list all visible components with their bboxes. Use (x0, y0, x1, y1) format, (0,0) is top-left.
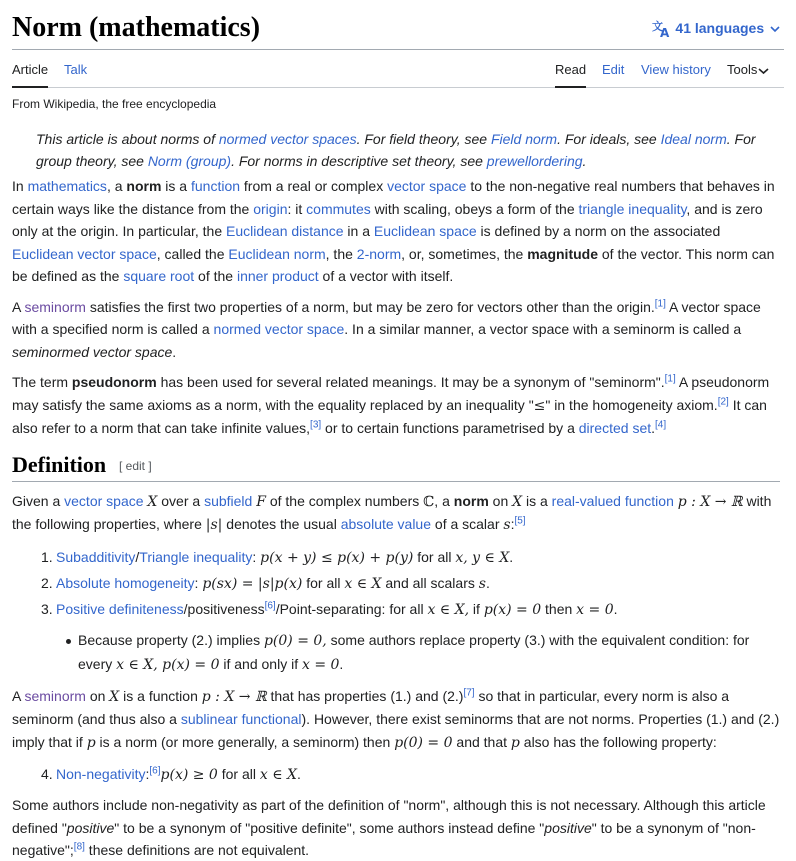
link-vector-space[interactable]: vector space (64, 492, 144, 509)
text: for all (302, 574, 345, 591)
math: p : X → ℝ (677, 493, 743, 510)
item-number: 3. (41, 600, 53, 617)
text: . (651, 420, 656, 436)
text: , and is zero only at the origin. In particular, the (12, 200, 763, 239)
text: Some authors include non-negativity as part of the definition of "norm", although this is not necessary. Although this article defined " (12, 797, 766, 836)
link-seminorm[interactable]: seminorm (24, 298, 86, 315)
link-triangle-inequality[interactable]: triangle inequality (578, 200, 687, 217)
math: X (109, 688, 120, 705)
hatnote-text: . For group theory, see (36, 131, 756, 169)
hatnote (12, 128, 780, 172)
text: , the (325, 245, 357, 262)
text: is defined by a norm on the associated (476, 223, 721, 239)
text: some authors replace property (3.) with the equivalent condition: for every (78, 631, 750, 672)
ref-4[interactable]: [4] (655, 419, 667, 431)
link-normed-vector-space[interactable]: normed vector space (213, 321, 345, 337)
text: . In a similar manner, a vector space with a seminorm is called a (344, 321, 742, 337)
text: of the (194, 268, 237, 284)
text: is a norm (or more generally, a seminorm) then (95, 733, 395, 750)
text: , or, sometimes, the (401, 245, 528, 262)
text: and all scalars (381, 574, 479, 591)
math: ≤ (533, 397, 546, 414)
text: over a (157, 492, 205, 509)
text: so that in particular, every norm is also a seminorm (and thus also a (12, 687, 730, 727)
site-subtitle: From Wikipedia, the free encyclopedia (12, 97, 217, 111)
ref-6[interactable]: [6] (149, 765, 161, 777)
text: then (541, 600, 577, 617)
math: X (147, 493, 158, 510)
hatnote-text: . (582, 153, 587, 169)
text: is a (161, 178, 191, 194)
text: that has properties (1.) and (2.) (266, 687, 464, 704)
text: Given a (12, 492, 65, 509)
math: p (510, 734, 520, 751)
link-commutes[interactable]: commutes (306, 200, 371, 217)
text: satisfies the first two properties of a norm, but may be zero for vectors other than the origin. (85, 298, 655, 315)
text: : it (287, 200, 307, 217)
math: p(0) = 0 (394, 734, 453, 751)
text: : (252, 548, 261, 565)
text: if and only if (219, 655, 302, 672)
text: for all (413, 548, 456, 565)
ref-6[interactable]: [6] (264, 599, 276, 611)
math: s (478, 575, 486, 592)
term-seminormed-vector-space: seminormed vector space (12, 343, 173, 360)
text: . (613, 600, 618, 617)
term-norm: norm (453, 492, 489, 509)
list-item (12, 571, 780, 597)
ref-2[interactable]: [2] (717, 395, 729, 407)
math: F (256, 493, 266, 510)
math: p (86, 734, 96, 751)
text: A (12, 687, 25, 704)
text: denotes the usual (222, 516, 341, 532)
text: . (509, 548, 514, 565)
chevron-down-icon (768, 22, 782, 36)
link-euclidean-vector-space[interactable]: Euclidean vector space (12, 245, 157, 262)
text: in a (343, 223, 374, 239)
non-negativity-paragraph (12, 794, 780, 861)
link-real-valued-function[interactable]: real-valued function (551, 492, 674, 509)
link-positive-definiteness[interactable]: Positive definiteness (56, 600, 184, 617)
hatnote-text: . For norms in descriptive set theory, see (231, 153, 487, 169)
text: ). However, there exist seminorms that are not norms. Properties (1.) and (2.) imply that if (12, 711, 780, 750)
link-absolute-homogeneity[interactable]: Absolute homogeneity (56, 574, 195, 591)
link-sublinear-functional[interactable]: sublinear functional (180, 711, 302, 727)
text: . (172, 343, 177, 360)
link-inner-product[interactable]: inner product (236, 268, 319, 284)
pseudonorm-paragraph (12, 371, 780, 440)
properties-list (12, 545, 780, 623)
tools-menu[interactable] (727, 62, 770, 86)
term-positive: positive (544, 819, 592, 836)
math: |s| (205, 517, 223, 533)
text: : (510, 516, 515, 532)
math: p(x) ≥ 0 (160, 767, 218, 783)
list-item (12, 762, 780, 788)
link-euclidean-distance[interactable]: Euclidean distance (226, 223, 344, 239)
text: . (339, 655, 344, 672)
page-header (12, 0, 784, 50)
math: p(x + y) ≤ p(x) + p(y) (260, 549, 414, 566)
text: In (12, 178, 28, 194)
definition-paragraph (12, 490, 780, 537)
ref-7[interactable]: [7] (463, 686, 475, 698)
hatnote-text: This article is about norms of (36, 131, 219, 147)
hatnote-text: . For field theory, see (356, 131, 491, 147)
text: A (12, 298, 25, 315)
svg-text:A: A (659, 26, 669, 39)
math: p(x) = 0 (483, 601, 542, 618)
text: It can also refer to a norm that can take infinite values, (12, 396, 767, 436)
ref-1[interactable]: [1] (664, 373, 676, 385)
text: A vector space with a specified norm is called a (12, 298, 761, 337)
link-square-root[interactable]: square root (123, 268, 195, 284)
link-prewellordering[interactable]: prewellordering (486, 153, 583, 169)
list-item (12, 545, 780, 571)
math: x ∈ X (344, 575, 382, 592)
page-tabs (12, 50, 784, 88)
text: " to be a synonym of "positive definite", some authors instead define " (114, 819, 545, 836)
intro-paragraph (12, 175, 780, 288)
text: of a vector with itself. (318, 268, 454, 284)
chevron-down-icon (757, 65, 770, 77)
tab-article[interactable]: Article (12, 62, 48, 88)
text: if (469, 600, 484, 617)
item-number: 4. (41, 766, 53, 782)
text: /positiveness (183, 600, 265, 617)
text: of the complex numbers (265, 492, 424, 509)
text: is a (522, 492, 552, 509)
text: : (194, 574, 203, 591)
term-norm: norm (126, 178, 162, 194)
text: , called the (156, 245, 229, 262)
properties-list-continued (12, 762, 780, 788)
link-field-norm[interactable]: Field norm (490, 131, 558, 147)
text: /Point-separating: for all (275, 600, 428, 617)
text: also has the following property: (519, 733, 717, 750)
text: of the vector. This norm can be defined as the (12, 245, 775, 284)
link-vector-space[interactable]: vector space (387, 178, 467, 194)
math: x ∈ X, (427, 601, 470, 618)
ref-8[interactable]: [8] (73, 841, 85, 853)
language-count: 41 languages (675, 20, 765, 36)
text: with the following properties, where (12, 492, 772, 532)
text: of a scalar (431, 516, 504, 532)
math: p : X → ℝ (201, 688, 267, 705)
link-non-negativity[interactable]: Non-negativity (56, 766, 146, 782)
article-body (12, 127, 780, 861)
link-subfield[interactable]: subfield (204, 492, 253, 509)
text: and that (452, 733, 511, 750)
math: ℂ (423, 493, 435, 510)
link-seminorm[interactable]: seminorm (24, 687, 86, 704)
text: , a (434, 492, 454, 509)
text: " in the homogeneity axiom. (545, 396, 718, 413)
link-absolute-value[interactable]: absolute value (340, 516, 432, 532)
link-ideal-norm[interactable]: Ideal norm (660, 131, 727, 147)
language-button[interactable] (652, 20, 782, 38)
text: these definitions are not equivalent. (84, 842, 310, 858)
text: has been used for several related meanings. It may be a synonym of "seminorm". (156, 374, 665, 390)
section-definition (12, 448, 780, 482)
text: : (145, 766, 150, 782)
item-number: 2. (41, 574, 53, 591)
tab-talk[interactable]: Talk (64, 62, 88, 77)
item-number: 1. (41, 548, 53, 565)
tools-label: Tools (727, 62, 758, 77)
hatnote-text: . For ideals, see (557, 131, 661, 147)
seminorm-paragraph (12, 296, 780, 364)
link-origin[interactable]: origin (253, 200, 288, 217)
tab-read[interactable]: Read (555, 62, 586, 88)
list-item (12, 597, 780, 623)
text: " to be a synonym of "non-negative"; (12, 819, 756, 858)
tab-edit[interactable]: Edit (602, 62, 625, 77)
link-mathematics[interactable]: mathematics (27, 178, 107, 194)
bullet-item (12, 629, 780, 677)
link-euclidean-norm[interactable]: Euclidean norm (228, 245, 326, 262)
link-directed-set[interactable]: directed set (578, 420, 652, 436)
term-pseudonorm: pseudonorm (71, 374, 157, 390)
page-title: Norm (mathematics) (12, 12, 261, 43)
text: The term (12, 374, 72, 390)
term-positive: positive (66, 819, 115, 836)
text: . (485, 574, 490, 591)
text: is a function (119, 687, 202, 704)
math: s (503, 517, 511, 533)
tab-view-history[interactable]: View history (641, 62, 711, 77)
seminorm-definition-paragraph (12, 685, 780, 755)
text: A pseudonorm may satisfy the same axioms as a norm, with the equality replaced by an inequality " (12, 374, 770, 413)
text: for all (217, 766, 260, 782)
text: to the non-negative real numbers that behaves in certain ways like the distance from the (12, 178, 775, 217)
text: on (85, 687, 110, 704)
ref-1[interactable]: [1] (654, 297, 666, 309)
link-norm-group[interactable]: Norm (group) (147, 153, 232, 169)
ref-3[interactable]: [3] (310, 419, 322, 431)
translate-icon (652, 20, 672, 38)
math: x, y ∈ X (455, 549, 510, 566)
math: p(0) = 0, (263, 632, 327, 649)
text: . (297, 766, 301, 782)
ref-5[interactable]: [5] (514, 515, 526, 527)
edit-section-link[interactable]: [ edit ] (119, 458, 152, 473)
link-function[interactable]: function (190, 178, 241, 194)
text: or to certain functions parametrised by a (321, 420, 579, 436)
math: x = 0 (576, 601, 614, 618)
section-heading: Definition (12, 451, 107, 477)
text: / (135, 548, 140, 565)
text: with scaling, obeys a form of the (370, 200, 579, 217)
link-euclidean-space[interactable]: Euclidean space (373, 223, 477, 239)
math: p(sx) = |s|p(x) (202, 575, 303, 592)
link-2-norm[interactable]: 2-norm (356, 245, 402, 262)
text: Because property (2.) implies (78, 631, 264, 648)
text: on (488, 492, 513, 509)
link-triangle-inequality[interactable]: Triangle inequality (139, 548, 253, 565)
text: from a real or complex (240, 178, 388, 194)
text: , a (106, 178, 127, 194)
svg-text:文: 文 (651, 20, 663, 34)
math: x ∈ X, p(x) = 0 (116, 656, 220, 673)
math: x ∈ X (259, 767, 297, 783)
math: x = 0 (301, 656, 340, 673)
link-normed-vector-spaces[interactable]: normed vector spaces (218, 131, 357, 147)
math: X (512, 493, 523, 510)
term-magnitude: magnitude (527, 245, 598, 262)
link-subadditivity[interactable]: Subadditivity (56, 548, 136, 565)
